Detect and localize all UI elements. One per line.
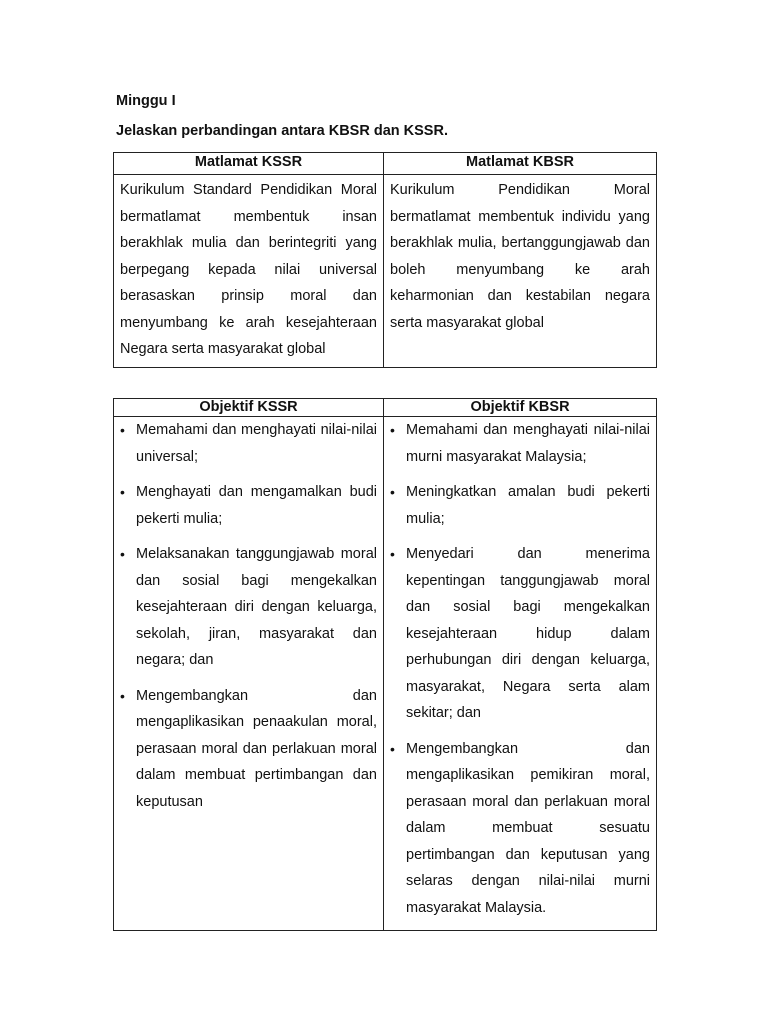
- matlamat-table: [113, 152, 657, 368]
- matlamat-kssr-text: Kurikulum Standard Pendidikan Moral bermatlamat membentuk insan berakhlak mulia dan berintegriti yang berpegang kepada nilai universal berasaskan prinsip moral dan menyumbang ke arah kesejahteraan Negara serta masyarakat global: [120, 182, 377, 357]
- objektif-kssr-list: [120, 417, 377, 815]
- week-title: Minggu I: [116, 93, 176, 109]
- list-item: • Melaksanakan tanggungjawab moral dan sosial bagi mengekalkan kesejahteraan diri dengan keluarga, sekolah, jiran, masyarakat dan negara; dan: [120, 541, 377, 674]
- matlamat-kbsr-text: Kurikulum Pendidikan Moral bermatlamat membentuk individu yang berakhlak mulia, bertanggungjawab dan boleh menyumbang ke arah keharmonian dan kestabilan negara serta masyarakat global: [390, 182, 650, 331]
- table-header-row: [114, 153, 657, 175]
- objektif-kssr-cell: [114, 417, 384, 931]
- table-row: [114, 417, 657, 931]
- matlamat-kssr-cell: [114, 175, 384, 368]
- list-item: • Menyedari dan menerima kepentingan tanggungjawab moral dan sosial bagi mengekalkan kesejahteraan hidup dalam perhubungan diri dengan keluarga, masyarakat, Negara serta alam sekitar; dan: [390, 541, 650, 727]
- table-row: [114, 175, 657, 368]
- list-item: • Menghayati dan mengamalkan budi pekerti mulia;: [120, 479, 377, 532]
- list-item: • Mengembangkan dan mengaplikasikan penaakulan moral, perasaan moral dan perlakuan moral dalam membuat pertimbangan dan keputusan: [120, 683, 377, 816]
- header-matlamat-kbsr: Matlamat KBSR: [384, 153, 657, 175]
- question-heading: Jelaskan perbandingan antara KBSR dan KSSR.: [116, 123, 448, 139]
- list-item: • Meningkatkan amalan budi pekerti mulia;: [390, 479, 650, 532]
- list-item: • Memahami dan menghayati nilai-nilai universal;: [120, 417, 377, 470]
- list-item: • Memahami dan menghayati nilai-nilai murni masyarakat Malaysia;: [390, 417, 650, 470]
- objektif-kbsr-cell: [384, 417, 657, 931]
- objektif-table: [113, 398, 657, 931]
- list-item: • Mengembangkan dan mengaplikasikan pemikiran moral, perasaan moral dan perlakuan moral dalam membuat sesuatu pertimbangan dan keputusan yang selaras dengan nilai-nilai murni masyarakat Malaysia.: [390, 736, 650, 922]
- header-objektif-kbsr: Objektif KBSR: [384, 399, 657, 417]
- matlamat-kbsr-cell: [384, 175, 657, 368]
- table-header-row: [114, 399, 657, 417]
- header-objektif-kssr: Objektif KSSR: [114, 399, 384, 417]
- objektif-kbsr-list: [390, 417, 650, 921]
- header-matlamat-kssr: Matlamat KSSR: [114, 153, 384, 175]
